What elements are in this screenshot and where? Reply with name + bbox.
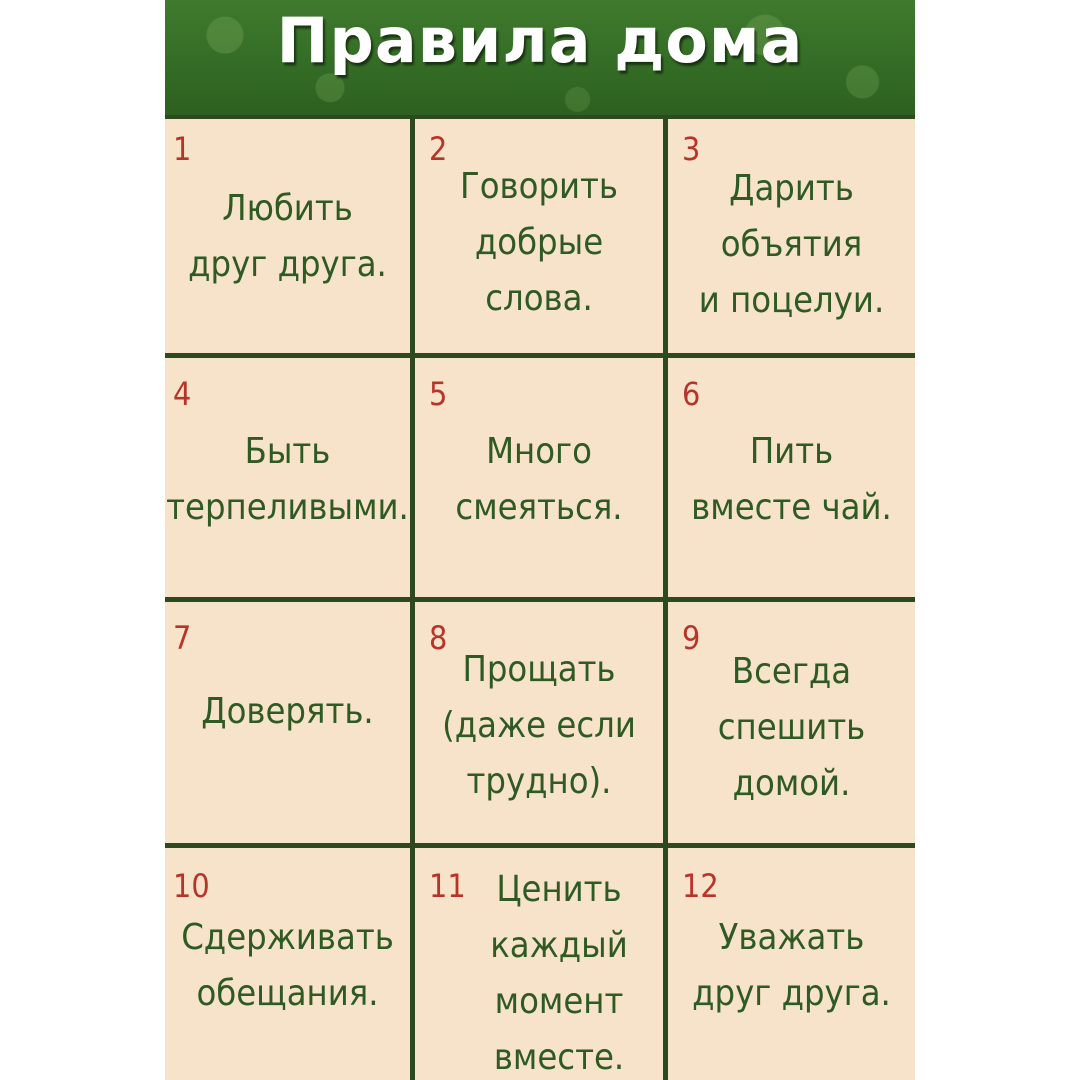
rule-text-line: домой. — [732, 763, 851, 804]
rule-number: 1 — [173, 130, 192, 168]
rule-text-line: вместе. — [493, 1037, 625, 1078]
rule-text — [455, 862, 663, 1080]
rule-text-line: и поцелуи. — [698, 280, 885, 321]
rule-text-line: Ценить — [496, 869, 622, 910]
rule-number: 11 — [429, 867, 466, 905]
rule-cell-7 — [165, 602, 410, 843]
rule-text — [165, 424, 410, 536]
rule-number: 12 — [682, 867, 719, 905]
rule-cell-1 — [165, 119, 410, 353]
rule-text-line: терпеливыми. — [166, 487, 409, 528]
rule-number: 10 — [173, 867, 210, 905]
rule-text-line: друг друга. — [188, 244, 387, 285]
rule-text-line: спешить — [717, 707, 866, 748]
rule-text-line: добрые — [474, 222, 604, 263]
rule-text — [668, 644, 915, 812]
rule-text-line: Быть — [244, 431, 331, 472]
rule-text — [415, 642, 663, 810]
rule-cell-2 — [415, 119, 663, 353]
rule-text-line: объятия — [720, 224, 863, 265]
rules-poster — [165, 0, 915, 1080]
rule-text — [415, 424, 663, 536]
rule-number: 5 — [429, 375, 448, 413]
rule-cell-5 — [415, 358, 663, 597]
rule-text-line: вместе чай. — [691, 487, 892, 528]
rule-text-line: Любить — [222, 188, 353, 229]
rule-cell-3 — [668, 119, 915, 353]
rule-text-line: трудно). — [466, 761, 612, 802]
rule-number: 2 — [429, 130, 448, 168]
rule-text-line: Много — [486, 431, 592, 472]
rule-text-line: Доверять. — [201, 691, 374, 732]
rule-text-line: смеяться. — [455, 487, 623, 528]
rule-cell-6 — [668, 358, 915, 597]
rule-number: 6 — [682, 375, 701, 413]
rule-text-line: Всегда — [731, 651, 852, 692]
rule-text-line: Говорить — [459, 166, 619, 207]
rule-text-line: Пить — [749, 431, 834, 472]
rule-text-line: (даже если — [442, 705, 636, 746]
rule-cell-12 — [668, 848, 915, 1080]
rule-text-line: друг друга. — [692, 973, 891, 1014]
rule-cell-10 — [165, 848, 410, 1080]
rule-text — [668, 424, 915, 536]
rule-text-line: Уважать — [718, 917, 865, 958]
rule-text-line: каждый — [490, 925, 628, 966]
rule-text-line: Дарить — [729, 168, 854, 209]
rule-cell-9 — [668, 602, 915, 843]
rule-number: 3 — [682, 130, 701, 168]
rule-text — [165, 181, 410, 293]
rule-cell-11 — [415, 848, 663, 1080]
poster-title: Правила дома — [276, 4, 804, 77]
rule-text-line: момент — [494, 981, 624, 1022]
rule-cell-8 — [415, 602, 663, 843]
rule-text-line: обещания. — [196, 973, 379, 1014]
rule-number: 8 — [429, 619, 448, 657]
rule-text-line: Прощать — [462, 649, 616, 690]
header-banner — [165, 0, 915, 117]
rule-text — [165, 684, 410, 740]
rule-text — [668, 161, 915, 329]
rule-number: 9 — [682, 619, 701, 657]
rule-text — [668, 910, 915, 1022]
rule-number: 4 — [173, 375, 192, 413]
rule-text — [415, 159, 663, 327]
rule-number: 7 — [173, 619, 192, 657]
rule-text — [165, 910, 410, 1022]
rule-text-line: слова. — [485, 278, 593, 319]
rule-text-line: Сдерживать — [181, 917, 394, 958]
rule-cell-4 — [165, 358, 410, 597]
